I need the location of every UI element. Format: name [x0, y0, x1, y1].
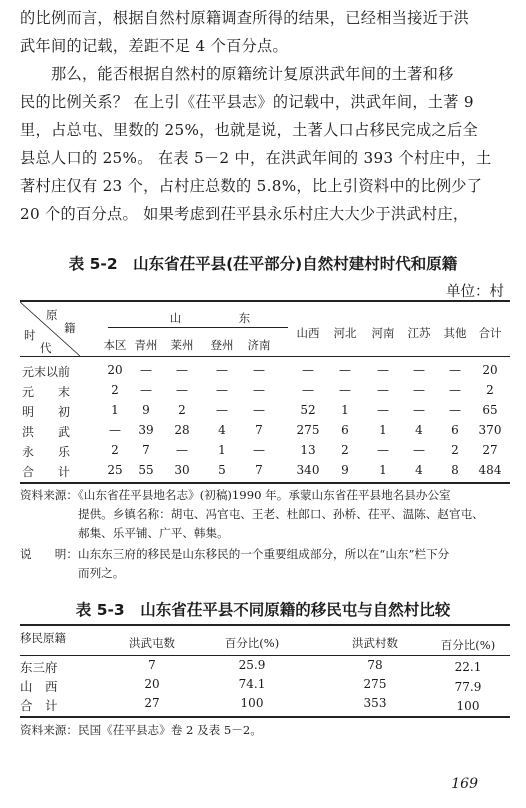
table-cell: — — [449, 403, 461, 417]
column-header: 山西 — [296, 326, 320, 340]
column-header: 江苏 — [407, 326, 431, 340]
table-cell: 25.9 — [238, 658, 266, 672]
table-cell: 7 — [142, 443, 150, 457]
column-header: 洪武村数 — [352, 636, 398, 650]
table-cell: — — [377, 383, 389, 397]
table-cell: — — [216, 403, 228, 417]
table-note: 而列之。 — [20, 566, 125, 580]
table-cell: 65 — [482, 403, 498, 417]
table-cell: 1 — [111, 403, 119, 417]
column-header: 青州 — [134, 338, 158, 352]
table-cell: 20 — [107, 363, 123, 377]
column-header: 河北 — [333, 326, 357, 340]
table-cell: — — [302, 363, 314, 377]
table-cell: 2 — [178, 403, 186, 417]
table-cell: — — [253, 383, 265, 397]
table-cell: 9 — [341, 463, 349, 477]
row-label: 合 计 — [20, 698, 58, 713]
table-cell: 25 — [107, 463, 123, 477]
table-cell: — — [176, 363, 188, 377]
table-cell: — — [449, 363, 461, 377]
table-cell: 77.9 — [454, 680, 482, 694]
body-line: 武年间的记载，差距不足 4 个百分点。 — [20, 37, 289, 55]
column-header: 其他 — [443, 326, 467, 340]
table-cell: — — [216, 383, 228, 397]
table-cell: 7 — [148, 658, 156, 672]
table-cell: — — [253, 363, 265, 377]
corner-header-bottom2: 代 — [40, 341, 52, 355]
table-cell: — — [302, 383, 314, 397]
body-line: 民的比例关系？ 在上引《茌平县志》的记载中，洪武年间，土著 9 — [20, 93, 474, 111]
table-cell: 1 — [341, 403, 349, 417]
table-cell: 9 — [142, 403, 150, 417]
table-cell: — — [339, 363, 351, 377]
table-cell: — — [140, 363, 152, 377]
table2-note: 资料来源：民国《茌平县志》卷 2 及表 5－2。 — [20, 723, 262, 737]
column-header: 济南 — [247, 338, 271, 352]
table-cell: 8 — [451, 463, 459, 477]
table-cell: 1 — [379, 463, 387, 477]
table-cell: 100 — [456, 699, 480, 713]
body-line: 20 个的百分点。 如果考虑到茌平县永乐村庄大大少于洪武村庄， — [20, 205, 469, 223]
table-cell: — — [339, 383, 351, 397]
table-cell: — — [176, 383, 188, 397]
table-cell: 1 — [218, 443, 226, 457]
corner-header-top: 原 — [46, 308, 58, 322]
row-label: 元末以前 — [22, 365, 71, 379]
table-cell: — — [253, 403, 265, 417]
table-cell: 55 — [138, 463, 154, 477]
table-cell: — — [449, 383, 461, 397]
table-cell: 39 — [138, 423, 154, 437]
column-header: 百分比(%) — [440, 638, 496, 652]
body-line: 里，占总屯、里数的 25%，也就是说，土著人口占移民完成之后全 — [20, 121, 478, 139]
body-paragraph — [20, 4, 510, 228]
body-line: 那么，能否根据自然村的原籍统计复原洪武年间的土著和移 — [20, 65, 454, 83]
table-cell: — — [413, 443, 425, 457]
table-cell: 1 — [379, 423, 387, 437]
table-cell: 2 — [486, 383, 494, 397]
column-header: 本区 — [103, 338, 127, 352]
table2-top-rule — [20, 624, 510, 626]
table-cell: 27 — [144, 696, 160, 710]
corner-header-bottom: 时 — [24, 328, 36, 342]
table-cell: 340 — [296, 463, 320, 477]
table-cell: — — [413, 363, 425, 377]
table-note: 郝集、乐平铺、广平、韩集。 — [20, 526, 229, 540]
table-note: 说 明：山东东三府的移民是山东移民的一个重要组成部分，所以在“山东”栏下分 — [20, 547, 450, 561]
table-cell: 52 — [300, 403, 316, 417]
table-cell: 2 — [111, 383, 119, 397]
table-cell: 78 — [367, 658, 383, 672]
table-cell: 13 — [300, 443, 316, 457]
table-cell: 6 — [341, 423, 349, 437]
body-line: 著村庄仅有 23 个，占村庄总数的 5.8%，比上引资料中的比例少了 — [20, 177, 483, 195]
column-header: 登州 — [210, 338, 234, 352]
column-header: 莱州 — [170, 338, 194, 352]
table-cell: 20 — [144, 677, 160, 691]
table-unit-label: 单位：村 — [446, 284, 504, 300]
table-top-rule — [20, 300, 510, 302]
table-cell: 100 — [240, 696, 264, 710]
table-cell: 2 — [341, 443, 349, 457]
table-cell: 353 — [363, 696, 387, 710]
row-label: 合 计 — [22, 465, 71, 479]
column-header: 洪武屯数 — [129, 636, 175, 650]
table-cell: 275 — [363, 677, 387, 691]
row-label: 明 初 — [22, 405, 71, 419]
table-cell: 28 — [174, 423, 190, 437]
table-header-rule — [20, 356, 510, 357]
row-label: 山 西 — [20, 679, 58, 694]
body-line: 的比例而言，根据自然村原籍调查所得的结果，已经相当接近于洪 — [20, 9, 470, 27]
table2-header-rule — [20, 655, 510, 656]
table2-bottom-rule — [20, 716, 510, 718]
corner-header-top2: 籍 — [64, 321, 76, 335]
page-number: 169 — [451, 776, 478, 792]
table-cell: 6 — [451, 423, 459, 437]
table-note: 资料来源：《山东省茌平县地名志》(初稿)1990 年。承蒙山东省茌平县地名县办公室 — [20, 488, 451, 502]
shandong-group-header: 山 东 — [169, 311, 251, 325]
table-cell: — — [253, 443, 265, 457]
table-cell: — — [377, 403, 389, 417]
table-5-2-title: 表 5-2 山东省茌平县(茌平部分)自然村建村时代和原籍 — [68, 255, 458, 273]
table-cell: — — [176, 443, 188, 457]
table-cell: 20 — [482, 363, 498, 377]
table-cell: 30 — [174, 463, 190, 477]
column-header: 合计 — [478, 326, 502, 340]
table-cell: 370 — [478, 423, 502, 437]
table-bottom-rule — [20, 482, 510, 484]
table-cell: — — [413, 403, 425, 417]
shandong-group-rule — [108, 327, 288, 328]
table-cell: 22.1 — [454, 660, 482, 674]
table-cell: 4 — [218, 423, 226, 437]
column-header: 移民原籍 — [20, 631, 66, 645]
column-header: 河南 — [371, 326, 395, 340]
table-5-3-title: 表 5-3 山东省茌平县不同原籍的移民屯与自然村比较 — [75, 601, 451, 619]
row-label: 永 乐 — [22, 445, 71, 459]
table-cell: 7 — [255, 423, 263, 437]
table-cell: 275 — [296, 423, 320, 437]
row-label: 东三府 — [20, 660, 58, 675]
table-cell: 27 — [482, 443, 498, 457]
table-cell: 4 — [415, 463, 423, 477]
row-label: 元 末 — [22, 385, 71, 399]
table-cell: — — [377, 363, 389, 377]
table-cell: 7 — [255, 463, 263, 477]
table-cell: 484 — [478, 463, 502, 477]
table-cell: 2 — [451, 443, 459, 457]
table-cell: 74.1 — [238, 677, 266, 691]
table-cell: — — [216, 363, 228, 377]
table-cell: — — [413, 383, 425, 397]
table-cell: 4 — [415, 423, 423, 437]
column-header: 百分比(%) — [224, 636, 280, 650]
row-label: 洪 武 — [22, 425, 71, 439]
body-line: 县总人口的 25%。 在表 5－2 中，在洪武年间的 393 个村庄中，土 — [20, 149, 492, 167]
table-cell: — — [377, 443, 389, 457]
table-cell: — — [109, 423, 121, 437]
table-note: 提供。乡镇名称：胡屯、冯官屯、王老、杜郎口、孙桥、茌平、温陈、赵官屯、 — [20, 507, 484, 521]
table-cell: 2 — [111, 443, 119, 457]
table-cell: 5 — [218, 463, 226, 477]
table-cell: — — [140, 383, 152, 397]
